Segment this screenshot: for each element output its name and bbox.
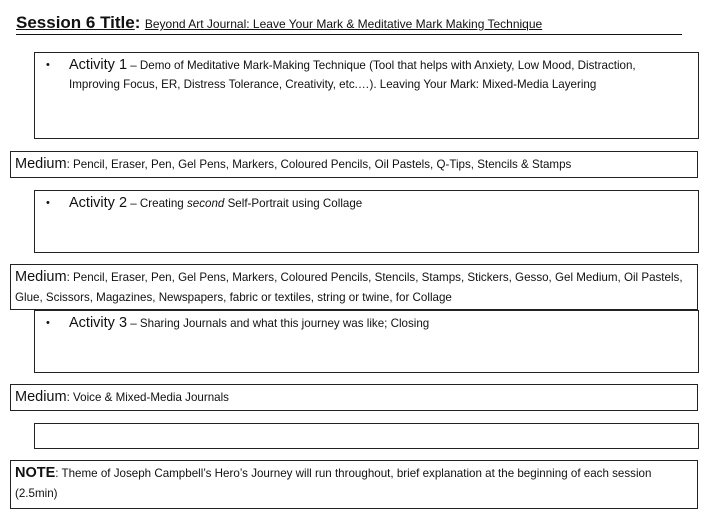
medium-1-text: Pencil, Eraser, Pen, Gel Pens, Markers, Coloured Pencils, Oil Pastels, Q-Tips, Stencils & Stamps — [73, 158, 572, 171]
medium-1-label: Medium — [15, 156, 67, 172]
note-colon: : — [55, 467, 62, 480]
medium-1-colon: : — [66, 158, 74, 171]
medium-2-text: Pencil, Eraser, Pen, Gel Pens, Markers, Coloured Pencils, Stencils, Stamps, Stickers, Gesso, Gel Medium, Oil Pastels, Glue, Scissors, Magazines, Newspapers, fabric or textiles, string or twine, for Collage — [15, 271, 683, 304]
session-title — [16, 13, 682, 35]
medium-1-box — [10, 151, 698, 178]
note-label: NOTE — [15, 465, 56, 481]
empty-box — [34, 423, 699, 449]
medium-3-label: Medium — [15, 389, 67, 405]
activity-1-dash: – — [127, 59, 140, 72]
medium-2-box — [10, 264, 698, 310]
medium-3-text: Voice & Mixed-Media Journals — [73, 391, 229, 404]
bullet-icon: • — [46, 317, 50, 329]
medium-2-colon: : — [66, 271, 74, 284]
bullet-icon: • — [46, 59, 50, 71]
session-title-separator: : — [134, 13, 141, 32]
medium-3-colon: : — [66, 391, 74, 404]
activity-2-text-after: Self-Portrait using Collage — [224, 197, 363, 210]
activity-1-box — [34, 52, 699, 139]
activity-3-text: Sharing Journals and what this journey was like; Closing — [139, 317, 430, 330]
bullet-icon: • — [46, 197, 50, 209]
activity-3-name: Activity 3 — [69, 315, 128, 331]
activity-2-emphasis: second — [186, 197, 225, 210]
note-box — [10, 460, 698, 509]
activity-2-name: Activity 2 — [69, 195, 128, 211]
activity-3-dash: – — [127, 317, 140, 330]
activity-3-box — [34, 310, 699, 373]
activity-2-dash: – — [127, 197, 140, 210]
note-text: Theme of Joseph Campbell’s Hero’s Journey will run throughout, brief explanation at the beginning of each session (2.5min) — [15, 467, 652, 500]
medium-3-box — [10, 384, 698, 411]
activity-1-text: Demo of Meditative Mark-Making Technique (Tool that helps with Anxiety, Low Mood, Distraction, Improving Focus, ER, Distress Tolerance, Creativity, etc.…). Leaving Your Mark: Mixed-Media Layering — [69, 59, 636, 91]
activity-1-name: Activity 1 — [69, 57, 128, 73]
medium-2-label: Medium — [15, 269, 67, 285]
session-title-value: Beyond Art Journal: Leave Your Mark & Meditative Mark Making Technique — [144, 17, 543, 31]
session-title-label: Session 6 Title — [16, 13, 135, 32]
activity-2-box — [34, 190, 699, 253]
activity-2-text-before: Creating — [139, 197, 187, 210]
